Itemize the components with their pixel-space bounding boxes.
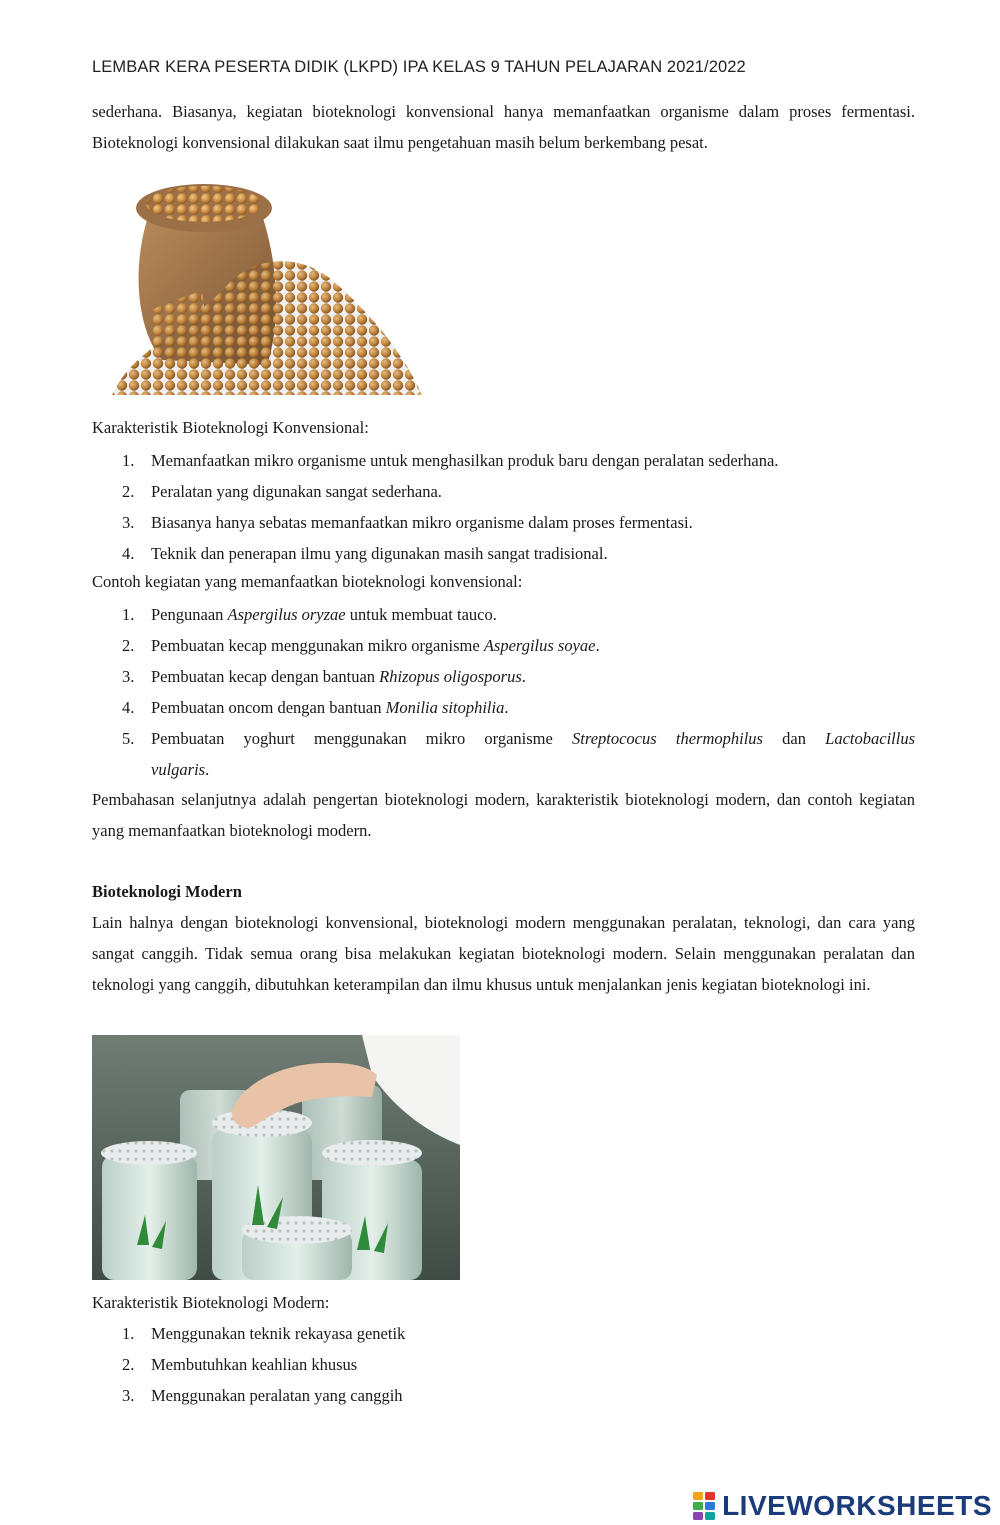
conv-characteristics-title: Karakteristik Bioteknologi Konvensional: bbox=[92, 418, 369, 437]
modern-characteristics-title: Karakteristik Bioteknologi Modern: bbox=[92, 1293, 330, 1312]
list-item: 2. Pembuatan kecap menggunakan mikro organisme Aspergilus soyae. bbox=[122, 636, 600, 655]
list-item: 1. Memanfaatkan mikro organisme untuk menghasilkan produk baru dengan peralatan sederhana. bbox=[122, 451, 779, 470]
list-item: 5. Pembuatan yoghurt menggunakan mikro organisme Streptococus thermophilus dan Lactobacillus vulgaris. bbox=[122, 729, 916, 779]
soybean-sack-image bbox=[92, 160, 442, 406]
list-item: 4. Teknik dan penerapan ilmu yang digunakan masih sangat tradisional. bbox=[122, 544, 608, 563]
species-name: Aspergilus oryzae bbox=[227, 605, 346, 624]
transition-paragraph: Pembahasan selanjutnya adalah pengertan bioteknologi modern, karakteristik bioteknologi modern, dan contoh kegiatan yang memanfaatkan bioteknologi modern. bbox=[92, 790, 915, 840]
logo-text: LIVEWORKSHEETS bbox=[722, 1490, 992, 1521]
species-name: Monilia sitophilia bbox=[385, 698, 505, 717]
list-item: 2. Membutuhkan keahlian khusus bbox=[122, 1355, 358, 1374]
species-name: Rhizopus oligosporus bbox=[379, 667, 522, 686]
section-heading-modern: Bioteknologi Modern bbox=[92, 882, 242, 901]
intro-paragraph: sederhana. Biasanya, kegiatan bioteknologi konvensional hanya memanfaatkan organisme dalam proses fermentasi. Bioteknologi konvensional dilakukan saat ilmu pengetahuan masih belum berkembang pesat. bbox=[92, 102, 915, 152]
list-item: 3. Pembuatan kecap dengan bantuan Rhizopus oligosporus. bbox=[122, 667, 526, 686]
document-header: LEMBAR KERA PESERTA DIDIK (LKPD) IPA KELAS 9 TAHUN PELAJARAN 2021/2022 bbox=[92, 58, 746, 76]
modern-paragraph: Lain halnya dengan bioteknologi konvensional, bioteknologi modern menggunakan peralatan, teknologi, dan cara yang sangat canggih. Tidak semua orang bisa melakukan kegiatan bioteknologi modern. Selain menggunakan peralatan dan teknologi yang canggih, dibutuhkan keterampilan dan ilmu khusus untuk menjalankan jenis kegiatan bioteknologi ini. bbox=[92, 913, 915, 994]
conv-examples-title: Contoh kegiatan yang memanfaatkan bioteknologi konvensional: bbox=[92, 572, 523, 591]
list-item: 3. Menggunakan peralatan yang canggih bbox=[122, 1386, 403, 1405]
species-name: vulgaris bbox=[151, 760, 206, 779]
species-name: Streptococus thermophilus bbox=[572, 729, 763, 748]
liveworksheets-logo-icon bbox=[692, 1491, 718, 1521]
species-name: Aspergilus soyae bbox=[483, 636, 596, 655]
list-item: 4. Pembuatan oncom dengan bantuan Monilia sitophilia. bbox=[122, 698, 509, 717]
list-item: 2. Peralatan yang digunakan sangat sederhana. bbox=[122, 482, 442, 501]
liveworksheets-logo bbox=[692, 1490, 992, 1522]
species-name: Lactobacillus bbox=[825, 729, 916, 748]
tissue-culture-image bbox=[92, 1035, 460, 1280]
list-item: 3. Biasanya hanya sebatas memanfaatkan mikro organisme dalam proses fermentasi. bbox=[122, 513, 693, 532]
list-item: 1. Pengunaan Aspergilus oryzae untuk membuat tauco. bbox=[122, 605, 497, 624]
list-item: 1. Menggunakan teknik rekayasa genetik bbox=[122, 1324, 406, 1343]
